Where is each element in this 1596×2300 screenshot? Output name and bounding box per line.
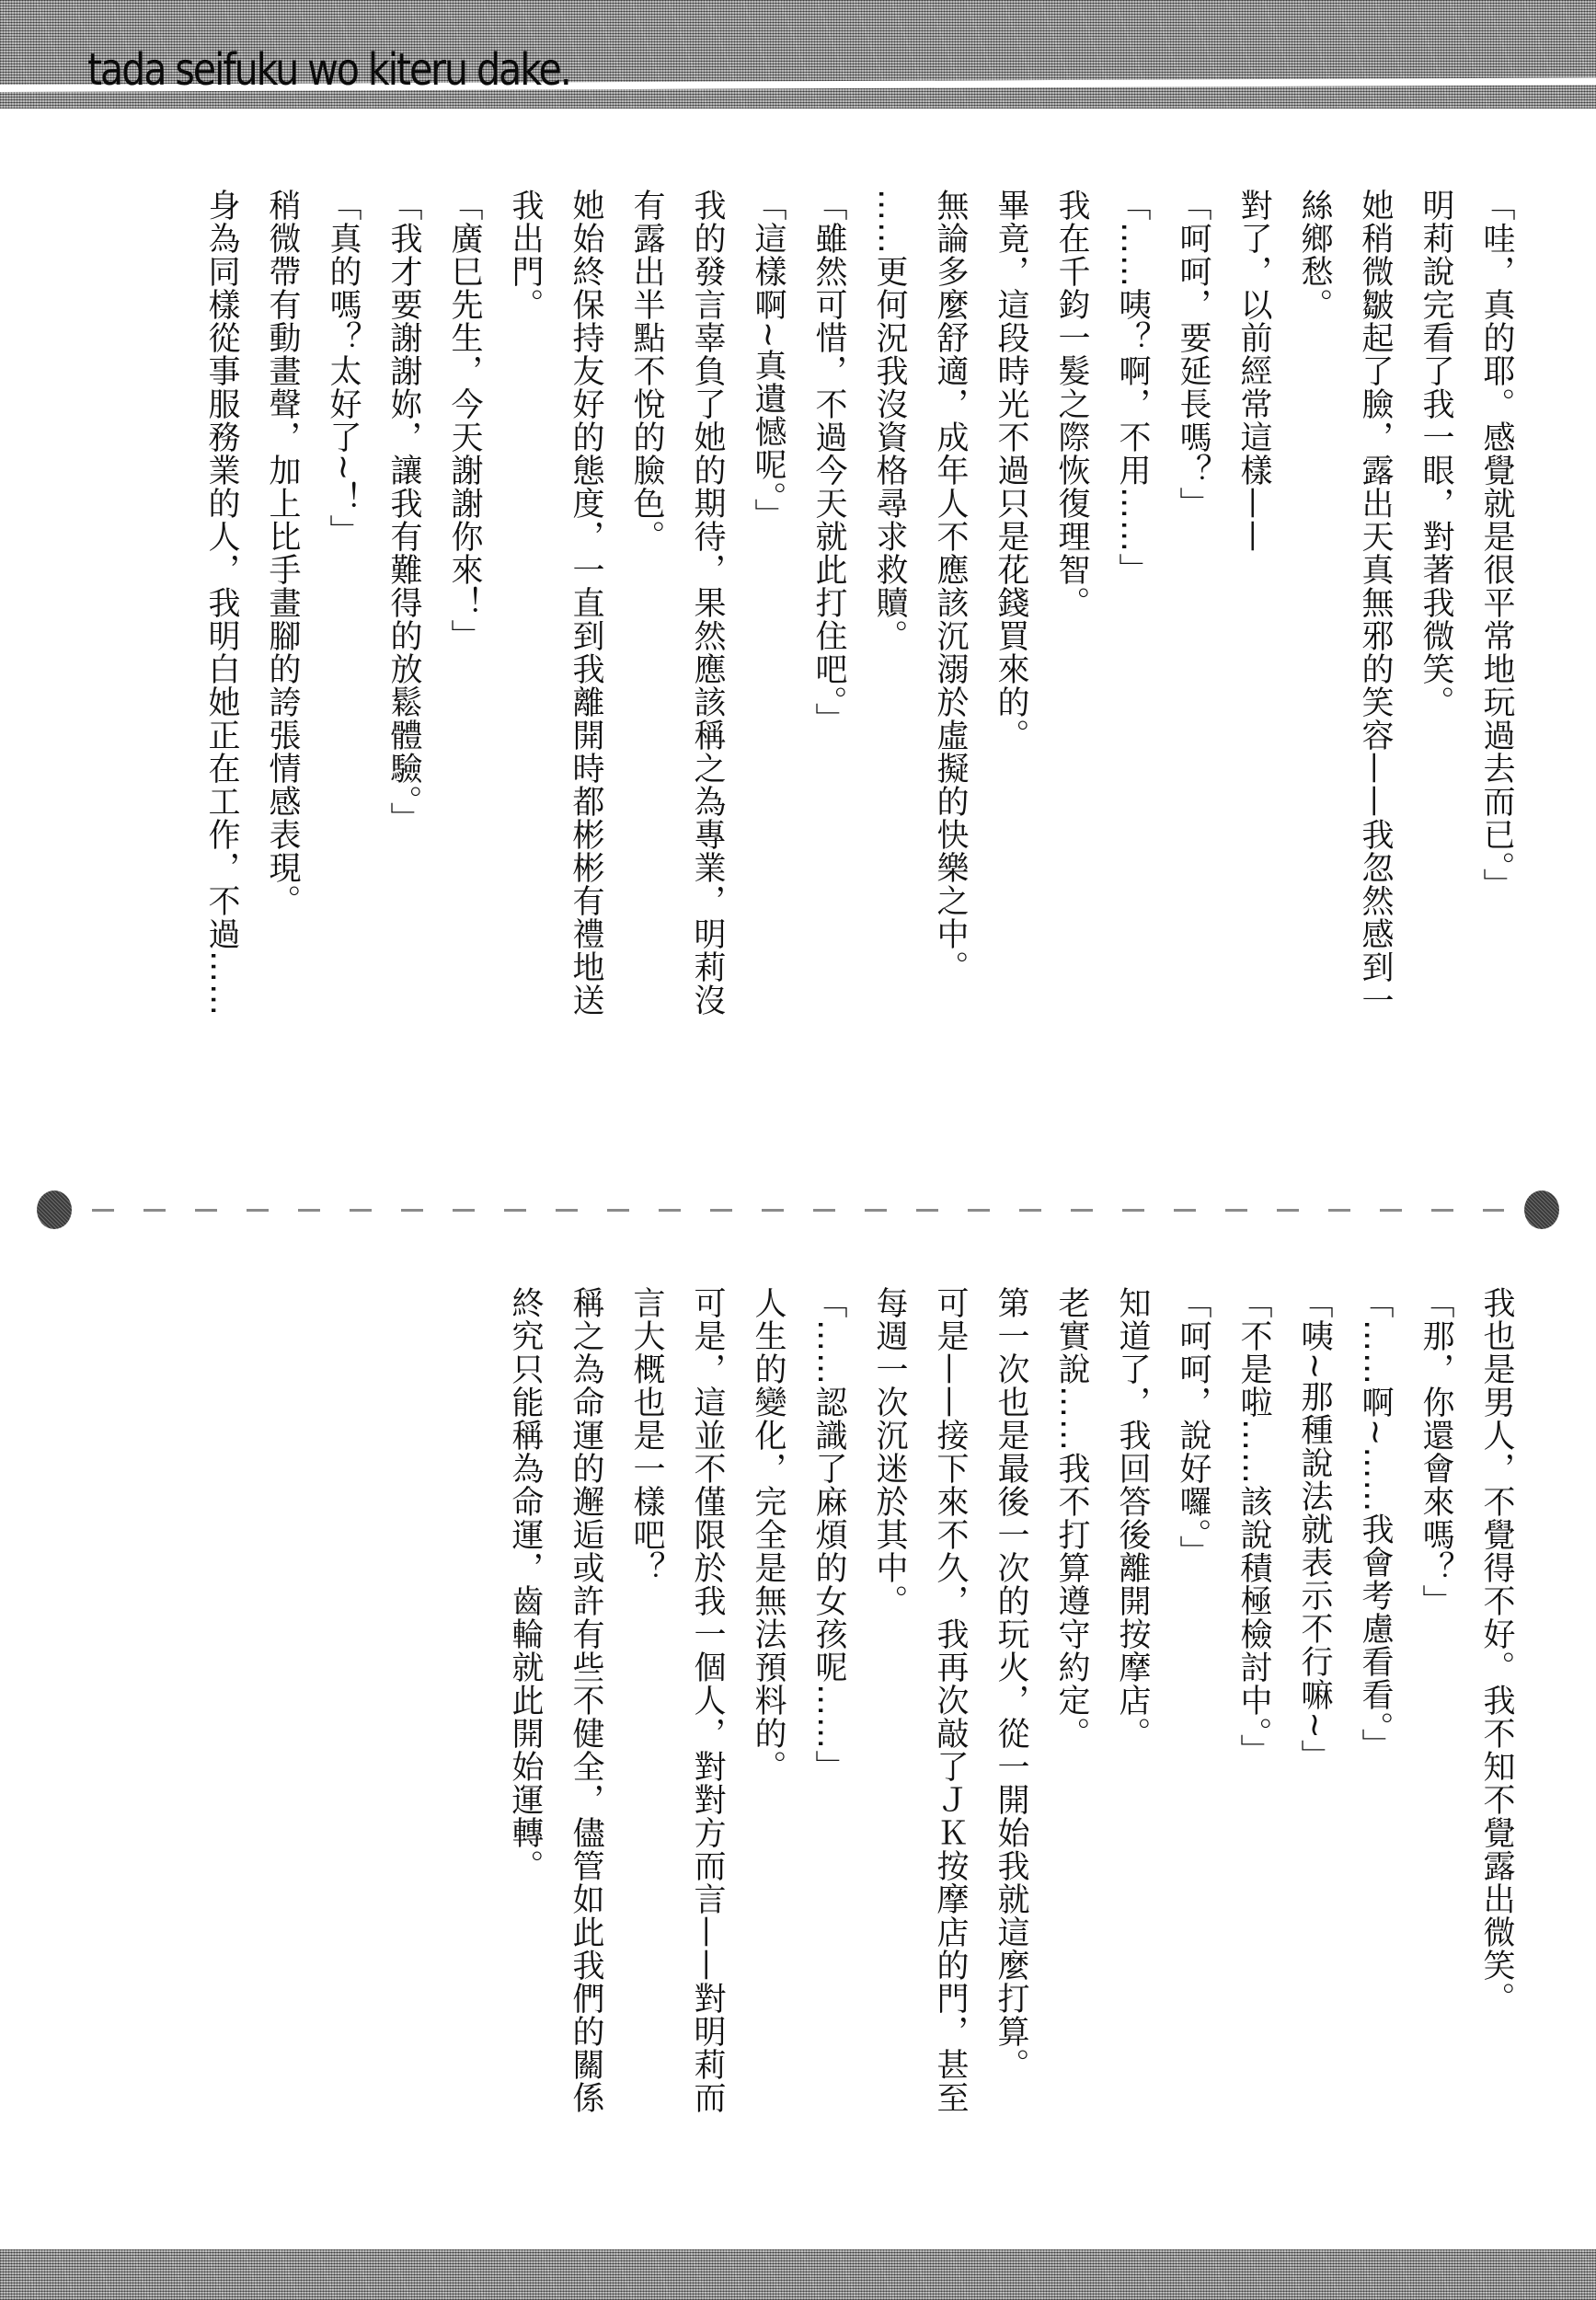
text-column: 身為同樣從事服務業的人，我明白她正在工作，不過……: [203, 189, 240, 1017]
text-column: 「呵呵，說好囉。」: [1175, 1286, 1211, 1569]
text-column: 稱之為命運的邂逅或許有些不健全，儘管如此我們的關係: [568, 1286, 604, 2114]
divider-dot-right-icon: [1524, 1190, 1559, 1229]
text-column: 知道了，我回答後離開按摩店。: [1114, 1286, 1151, 1750]
text-column: 「那，你還會來嗎？」: [1418, 1286, 1454, 1617]
text-column: 可是——接下來不久，我再次敲了ＪＫ按摩店的門，甚至: [932, 1286, 969, 2114]
text-column: 「雖然可惜，不過今天就此打住吧。」: [810, 189, 847, 736]
bottom-text-section: [377, 1286, 1527, 2225]
text-column: 「……咦？啊，不用……」: [1114, 189, 1151, 586]
top-text-section: [83, 189, 1527, 1164]
text-column: ……更何況我沒資格尋求救贖。: [871, 189, 908, 652]
text-column: 終究只能稱為命運，齒輪就此開始運轉。: [507, 1286, 544, 1882]
text-column: 第一次也是最後一次的玩火，從一開始我就這麼打算。: [993, 1286, 1029, 2081]
text-column: 「哇，真的耶。感覺就是很平常地玩過去而已。」: [1478, 189, 1515, 902]
text-column: 「這樣啊~真遺憾呢。」: [750, 189, 787, 532]
text-column: 有露出半點不悅的臉色。: [628, 189, 665, 553]
text-column: 「呵呵，要延長嗎？」: [1175, 189, 1211, 520]
section-divider: [37, 1187, 1559, 1233]
text-column: 「我才要謝謝妳，讓我有難得的放鬆體驗。」: [385, 189, 422, 835]
text-column: 她稍微皺起了臉，露出天真無邪的笑容——我忽然感到一: [1357, 189, 1394, 1017]
text-column: 「廣巳先生，今天謝謝你來！」: [446, 189, 483, 652]
text-column: 我也是男人，不覺得不好。我不知不覺露出微笑。: [1478, 1286, 1515, 2015]
footer-band: [0, 2249, 1596, 2300]
text-column: 言大概也是一樣吧？: [628, 1286, 665, 1584]
text-column: 對了，以前經常這樣——: [1235, 189, 1272, 553]
text-column: 我的發言辜負了她的期待，果然應該稱之為專業，明莉沒: [689, 189, 726, 1017]
text-column: 可是，這並不僅限於我一個人，對對方而言——對明莉而: [689, 1286, 726, 2114]
text-column: 「咦~那種說法就表示不行嘛~」: [1296, 1286, 1333, 1773]
text-column: 稍微帶有動畫聲，加上比手畫腳的誇張情感表現。: [264, 189, 301, 917]
text-column: 我在千鈞一髮之際恢復理智。: [1053, 189, 1090, 619]
text-column: 「……認識了麻煩的女孩呢……」: [810, 1286, 847, 1783]
text-column: 「……啊~……我會考慮看看。」: [1357, 1286, 1394, 1762]
text-column: 明莉說完看了我一眼，對著我微笑。: [1418, 189, 1454, 719]
divider-dotted-line: [92, 1209, 1504, 1212]
text-column: 「真的嗎？太好了~！」: [325, 189, 362, 548]
text-column: 人生的變化，完全是無法預料的。: [750, 1286, 787, 1783]
divider-dot-left-icon: [37, 1190, 72, 1229]
text-column: 無論多麼舒適，成年人不應該沉溺於虛擬的快樂之中。: [932, 189, 969, 983]
text-column: 每週一次沉迷於其中。: [871, 1286, 908, 1617]
text-column: 我出門。: [507, 189, 544, 321]
text-column: 她始終保持友好的態度，一直到我離開時都彬彬有禮地送: [568, 189, 604, 1017]
text-column: 絲鄉愁。: [1296, 189, 1333, 321]
text-column: 老實說……我不打算遵守約定。: [1053, 1286, 1090, 1750]
page-header-title: tada seifuku wo kiteru dake.: [87, 44, 570, 96]
text-column: 「不是啦……該說積極檢討中。」: [1235, 1286, 1272, 1767]
text-column: 畢竟，這段時光不過只是花錢買來的。: [993, 189, 1029, 752]
